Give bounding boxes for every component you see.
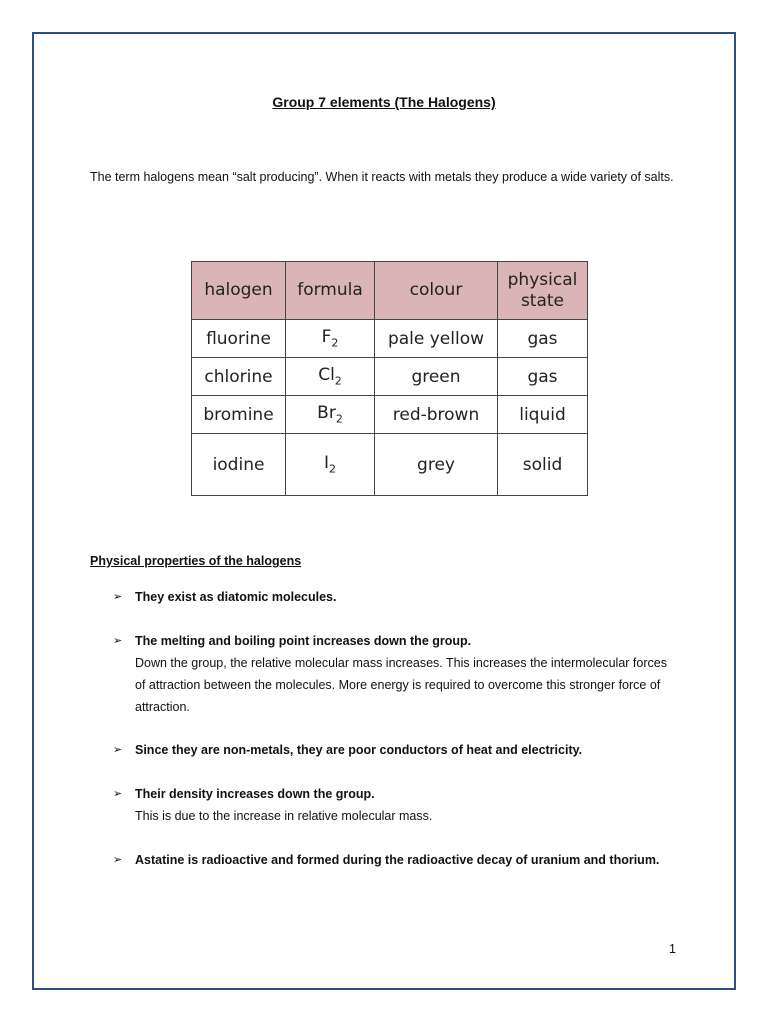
cell-state: solid xyxy=(498,434,588,496)
cell-colour: green xyxy=(375,358,498,396)
cell-formula xyxy=(286,320,375,358)
section-heading: Physical properties of the halogens xyxy=(90,554,302,568)
formula-subscript: 2 xyxy=(329,462,336,476)
item-heading: The melting and boiling point increases down the group. xyxy=(135,634,472,648)
cell-formula xyxy=(286,434,375,496)
cell-formula xyxy=(286,396,375,434)
list-item xyxy=(113,586,673,608)
item-heading: Astatine is radioactive and formed during the radioactive decay of uranium and thorium. xyxy=(135,853,660,867)
halogen-table xyxy=(191,261,588,496)
cell-formula xyxy=(286,358,375,396)
list-item xyxy=(113,849,673,871)
header-halogen: halogen xyxy=(192,262,286,320)
cell-halogen: chlorine xyxy=(192,358,286,396)
list-item xyxy=(113,739,673,761)
cell-colour: pale yellow xyxy=(375,320,498,358)
item-heading: Since they are non-metals, they are poor conductors of heat and electricity. xyxy=(135,743,583,757)
item-body: This is due to the increase in relative molecular mass. xyxy=(135,809,433,823)
cell-colour: red-brown xyxy=(375,396,498,434)
cell-state: gas xyxy=(498,320,588,358)
table-row xyxy=(192,396,588,434)
arrowhead-bullet-icon: ➢ xyxy=(113,635,123,647)
formula-symbol: F xyxy=(321,327,332,348)
header-physical-state: physical state xyxy=(498,262,588,320)
formula-subscript: 2 xyxy=(334,374,342,388)
cell-state: gas xyxy=(498,358,588,396)
formula-symbol: Br xyxy=(317,403,336,424)
item-heading: Their density increases down the group. xyxy=(135,787,375,801)
table-header-row xyxy=(192,262,588,320)
intro-paragraph: The term halogens mean “salt producing”. When it reacts with metals they produce a wide variety of salts. xyxy=(90,170,674,184)
arrowhead-bullet-icon: ➢ xyxy=(113,744,123,756)
item-body: Down the group, the relative molecular mass increases. This increases the intermolecular forces of attraction between the molecules. More energy is required to overcome this stronger force of attraction. xyxy=(135,656,667,714)
cell-halogen: bromine xyxy=(192,396,286,434)
table-row xyxy=(192,320,588,358)
document-title: Group 7 elements (The Halogens) xyxy=(272,94,496,110)
cell-colour: grey xyxy=(375,434,498,496)
arrowhead-bullet-icon: ➢ xyxy=(113,591,123,603)
formula-subscript: 2 xyxy=(331,336,339,350)
arrowhead-bullet-icon: ➢ xyxy=(113,854,123,866)
cell-halogen: iodine xyxy=(192,434,286,496)
cell-halogen: fluorine xyxy=(192,320,286,358)
list-item xyxy=(113,630,673,718)
list-item xyxy=(113,783,673,827)
header-colour: colour xyxy=(375,262,498,320)
item-heading: They exist as diatomic molecules. xyxy=(135,590,337,604)
table-row xyxy=(192,434,588,496)
cell-state: liquid xyxy=(498,396,588,434)
properties-list xyxy=(113,586,673,871)
formula-subscript: 2 xyxy=(335,412,343,426)
formula-symbol: Cl xyxy=(318,365,335,386)
table-row xyxy=(192,358,588,396)
page-number: 1 xyxy=(669,942,676,956)
header-formula: formula xyxy=(286,262,375,320)
arrowhead-bullet-icon: ➢ xyxy=(113,788,123,800)
formula-symbol: I xyxy=(323,453,329,474)
